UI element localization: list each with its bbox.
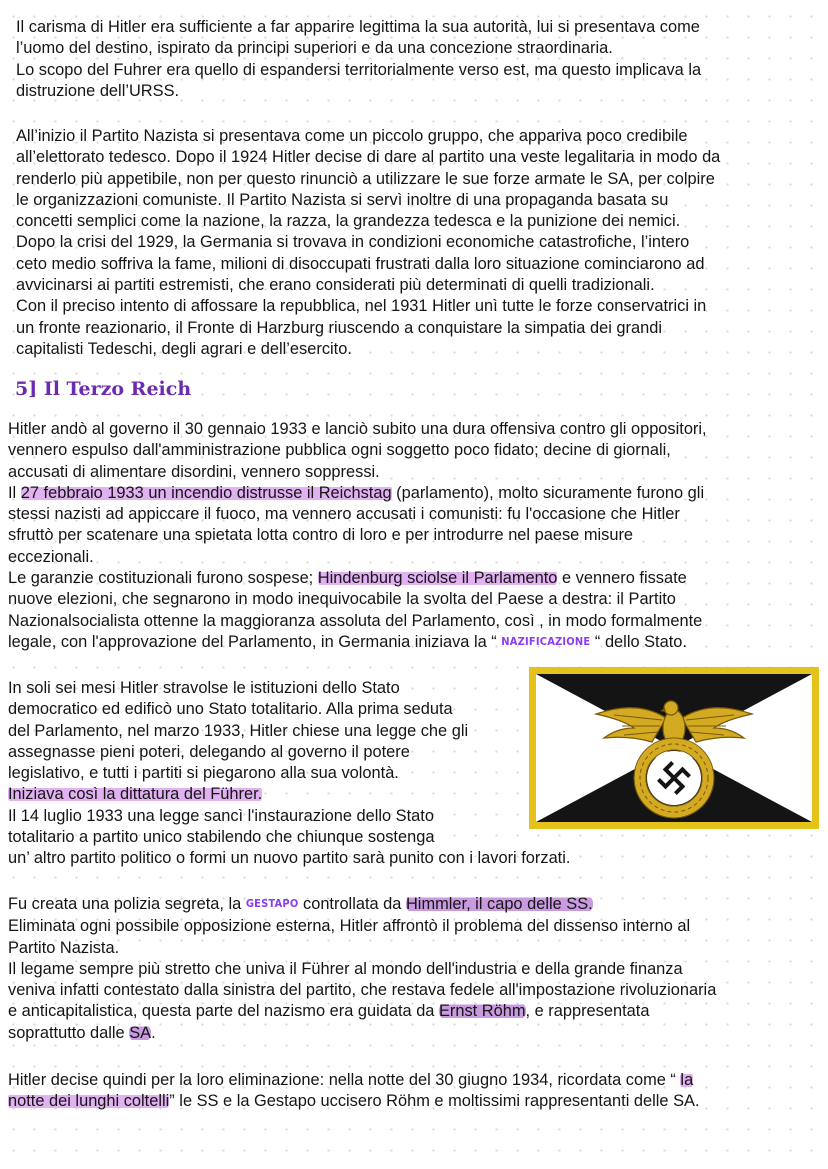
text-line: Il 14 luglio 1933 una legge sancì l'instaurazione dello Stato [8, 806, 434, 825]
text-line: notte dei lunghi coltelli” le SS e la Gestapo uccisero Röhm e moltissimi rappresentanti delle SA. [8, 1092, 700, 1111]
paragraph-nazi-party-rise [16, 126, 720, 360]
text-line: del Parlamento, nel marzo 1933, Hitler chiese una legge che gli [8, 721, 469, 740]
text-line: soprattutto dalle SA. [8, 1023, 156, 1042]
paragraph-reichstag [8, 419, 707, 654]
text-line: nuove elezioni, che segnarono in modo inequivocabile la svolta del Paese a destra: il Partito [8, 590, 676, 609]
text-line: stessi nazisti ad appiccare il fuoco, ma vennero accusati i comunisti: fu l'occasione che Hitler [8, 505, 680, 524]
text-line: eccezionali. [8, 547, 94, 566]
text-line: Hitler andò al governo il 30 gennaio 1933 e lanciò subito una dura offensiva contro gli oppositori, [8, 420, 707, 438]
police-flag-image [529, 667, 819, 829]
highlight-dittatura: Iniziava così la dittatura del Führer. [8, 785, 263, 804]
text-line: un fronte reazionario, il Fronte di Harzburg riuscendo a conquistare la simpatia dei grandi [16, 318, 662, 337]
text-line: Eliminata ogni possibile opposizione esterna, Hitler affrontò il problema del dissenso interno al [8, 917, 691, 936]
text-line: Il carisma di Hitler era sufficiente a far apparire legittima la sua autorità, lui si presentava come [16, 18, 700, 36]
text-line: ceto medio soffriva la fame, milioni di disoccupati frustrati dalla loro situazione cominciarono ad [16, 254, 705, 273]
text-line: avvicinarsi ai partiti estremisti, che erano considerati più determinati di quelli tradizionali. [16, 276, 655, 295]
paragraph-fuhrer-charisma [16, 17, 701, 102]
text-line: Hitler decise quindi per la loro eliminazione: nella notte del 30 giugno 1934, ricordata come “ la [8, 1071, 694, 1089]
text-line: un’ altro partito politico o formi un nuovo partito sarà punito con i lavori forzati. [8, 849, 571, 868]
paragraph-notte-lunghi-coltelli [8, 1070, 700, 1113]
highlight-la: la [680, 1071, 694, 1089]
text-line: distruzione dell’URSS. [16, 81, 180, 100]
text-line: Le garanzie costituzionali furono sospese; Hindenburg sciolse il Parlamento e vennero fissate [8, 569, 687, 588]
text-line: totalitario a partito unico stabilendo che chiunque sostenga [8, 828, 435, 847]
paragraph-totalitarian-state [8, 678, 570, 870]
highlight-reichstag-fire: 27 febbraio 1933 un incendio distrusse il Reichstag [20, 483, 392, 502]
highlight-ernst-rohm: Ernst Röhm [438, 1002, 526, 1021]
text-line: all’elettorato tedesco. Dopo il 1924 Hitler decise di dare al partito una veste legalitaria in modo da [16, 148, 721, 167]
eagle-head [664, 701, 678, 715]
handwritten-gestapo: GESTAPO [245, 897, 299, 910]
text-line: Lo scopo del Fuhrer era quello di espandersi territorialmente verso est, ma questo implicava la [16, 60, 702, 79]
text-line: e anticapitalistica, questa parte del nazismo era guidata da Ernst Röhm, e rappresentata [8, 1002, 650, 1021]
text-line: vennero espulso dall'amministrazione pubblica ogni soggetto poco fidato; decine di giornali, [8, 441, 671, 460]
text-line: In soli sei mesi Hitler stravolse le istituzioni dello Stato [8, 679, 400, 697]
text-line: Il 27 febbraio 1933 un incendio distrusse il Reichstag (parlamento), molto sicuramente furono gli [8, 483, 705, 502]
text-line: Il legame sempre più stretto che univa il Führer al mondo dell'industria e della grande finanza [8, 959, 683, 978]
section-heading-terzo-reich: 5] Il Terzo Reich [15, 378, 192, 400]
text-line: capitalisti Tedeschi, degli agrari e dell’esercito. [16, 339, 352, 358]
text-line: legale, con l'approvazione del Parlamento, in Germania iniziava la “ NAZIFICAZIONE “ dello Stato. [8, 632, 687, 651]
text-line: sfruttò per scatenare una spietata lotta contro di loro e per introdurre nel paese misure [8, 526, 634, 545]
highlight-himmler: Himmler, il capo delle SS. [405, 895, 593, 913]
text-line: concetti semplici come la nazione, la razza, la grandezza tedesca e la punizione dei nemici. [16, 212, 681, 231]
text-line: assegnasse pieni poteri, delegando al governo il potere [8, 742, 410, 761]
text-line: renderlo più appetibile, non per questo rinunciò a utilizzare le sue forze armate le SA, per colpire [16, 169, 715, 188]
text-line: le organizzazioni comuniste. Il Partito Nazista si servì inoltre di una propaganda basata su [16, 190, 669, 209]
text-line: All’inizio il Partito Nazista si presentava come un piccolo gruppo, che appariva poco credibile [16, 127, 688, 145]
paragraph-gestapo [8, 894, 716, 1044]
text-line: Nazionalsocialista ottenne la maggioranza assoluta del Parlamento, così , in modo formalmente [8, 611, 703, 630]
highlight-notte-coltelli: notte dei lunghi coltelli [8, 1092, 170, 1111]
text-line: Fu creata una polizia segreta, la GESTAPO controllata da Himmler, il capo delle SS. [8, 895, 593, 913]
text-line: Con il preciso intento di affossare la repubblica, nel 1931 Hitler unì tutte le forze conservatrici in [16, 297, 707, 316]
handwritten-nazificazione: NAZIFICAZIONE [501, 634, 591, 648]
text-line: l’uomo del destino, ispirato da principi superiori e da una concezione straordinaria. [16, 39, 613, 58]
text-line: legislativo, e tutti i partiti si piegarono alla sua volontà. [8, 764, 399, 783]
text-line: democratico ed edificò uno Stato totalitario. Alla prima seduta [8, 700, 453, 719]
highlight-sa: SA [129, 1023, 152, 1042]
text-line [8, 784, 570, 805]
text-line: veniva infatti contestato dalla sinistra del partito, che restava fedele all'impostazione rivoluzionaria [8, 981, 717, 1000]
text-line: Dopo la crisi del 1929, la Germania si trovava in condizioni economiche catastrofiche, l’intero [16, 233, 690, 252]
text-line: Partito Nazista. [8, 938, 120, 957]
text-line: accusati di alimentare disordini, vennero soppressi. [8, 462, 380, 481]
highlight-hindenburg: Hindenburg sciolse il Parlamento [317, 569, 558, 588]
